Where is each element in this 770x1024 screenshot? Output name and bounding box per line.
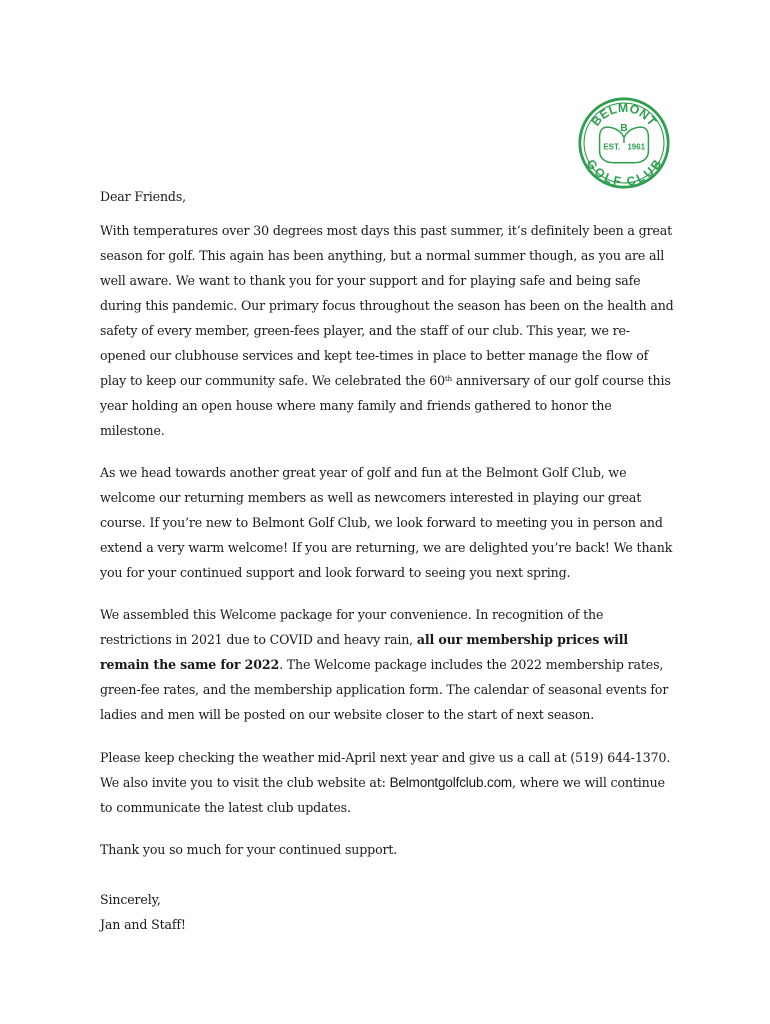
paragraph-welcome-package: We assembled this Welcome package for your convenience. In recognition of the restrictions in 2021 due to COVID and heavy rain, all our membership prices will remain the same for 2022. The Welcome package includes the 2022 membership rates, green-fee rates, and the membership application form. The calendar of seasonal events for ladies and men will be posted on our website closer to the start of next season. [100, 607, 669, 722]
logo-top-text: BELMONT [588, 100, 660, 129]
logo-est-year: 1961 [627, 142, 646, 152]
paragraph-welcome: As we head towards another great year of golf and fun at the Belmont Golf Club, we welcome our returning members as well as newcomers interested in playing our great course. If you’re new to Belmont Golf Club, we look forward to meeting you in person and extend a very warm welcome! If you are returning, we are delighted you’re back! We thank you for your continued support and look forward to seeing you next spring. [100, 465, 673, 580]
paragraph-contact: Please keep checking the weather mid-April next year and give us a call at (519) 644-1370. We also invite you to visit the club website at: Belmontgolfclub.com, where we will continue to communicate the latest club updates. [100, 750, 671, 815]
logo-est-label: EST. [603, 142, 621, 152]
paragraph-summer-season: With temperatures over 30 degrees most days this past summer, it’s definitely been a great season for golf. This again has been anything, but a normal summer though, as you are all well aware. We want to thank you for your support and for playing safe and being safe during this pandemic. Our primary focus throughout the season has been on the health and safety of every member, green-fees player, and the staff of our club. This year, we re-opened our clubhouse services and kept tee-times in place to better manage the flow of play to keep our community safe. We celebrated the 60th anniversary of our golf course this year holding an open house where many family and friends gathered to honor the milestone. [100, 223, 674, 438]
logo-bottom-text: GOLF CLUB [583, 156, 665, 189]
signature: Jan and Staff! [100, 917, 186, 932]
logo-letter: B [620, 122, 628, 134]
closing: Sincerely, [100, 892, 161, 907]
belmont-golf-club-logo [577, 96, 671, 190]
paragraph-thanks: Thank you so much for your continued support. [100, 842, 398, 857]
letter-body [100, 184, 675, 937]
membership-price-notice: all our membership prices will remain the same for 2022 [100, 632, 628, 672]
website-link[interactable]: Belmontgolfclub.com [389, 775, 513, 790]
salutation: Dear Friends, [100, 189, 187, 204]
